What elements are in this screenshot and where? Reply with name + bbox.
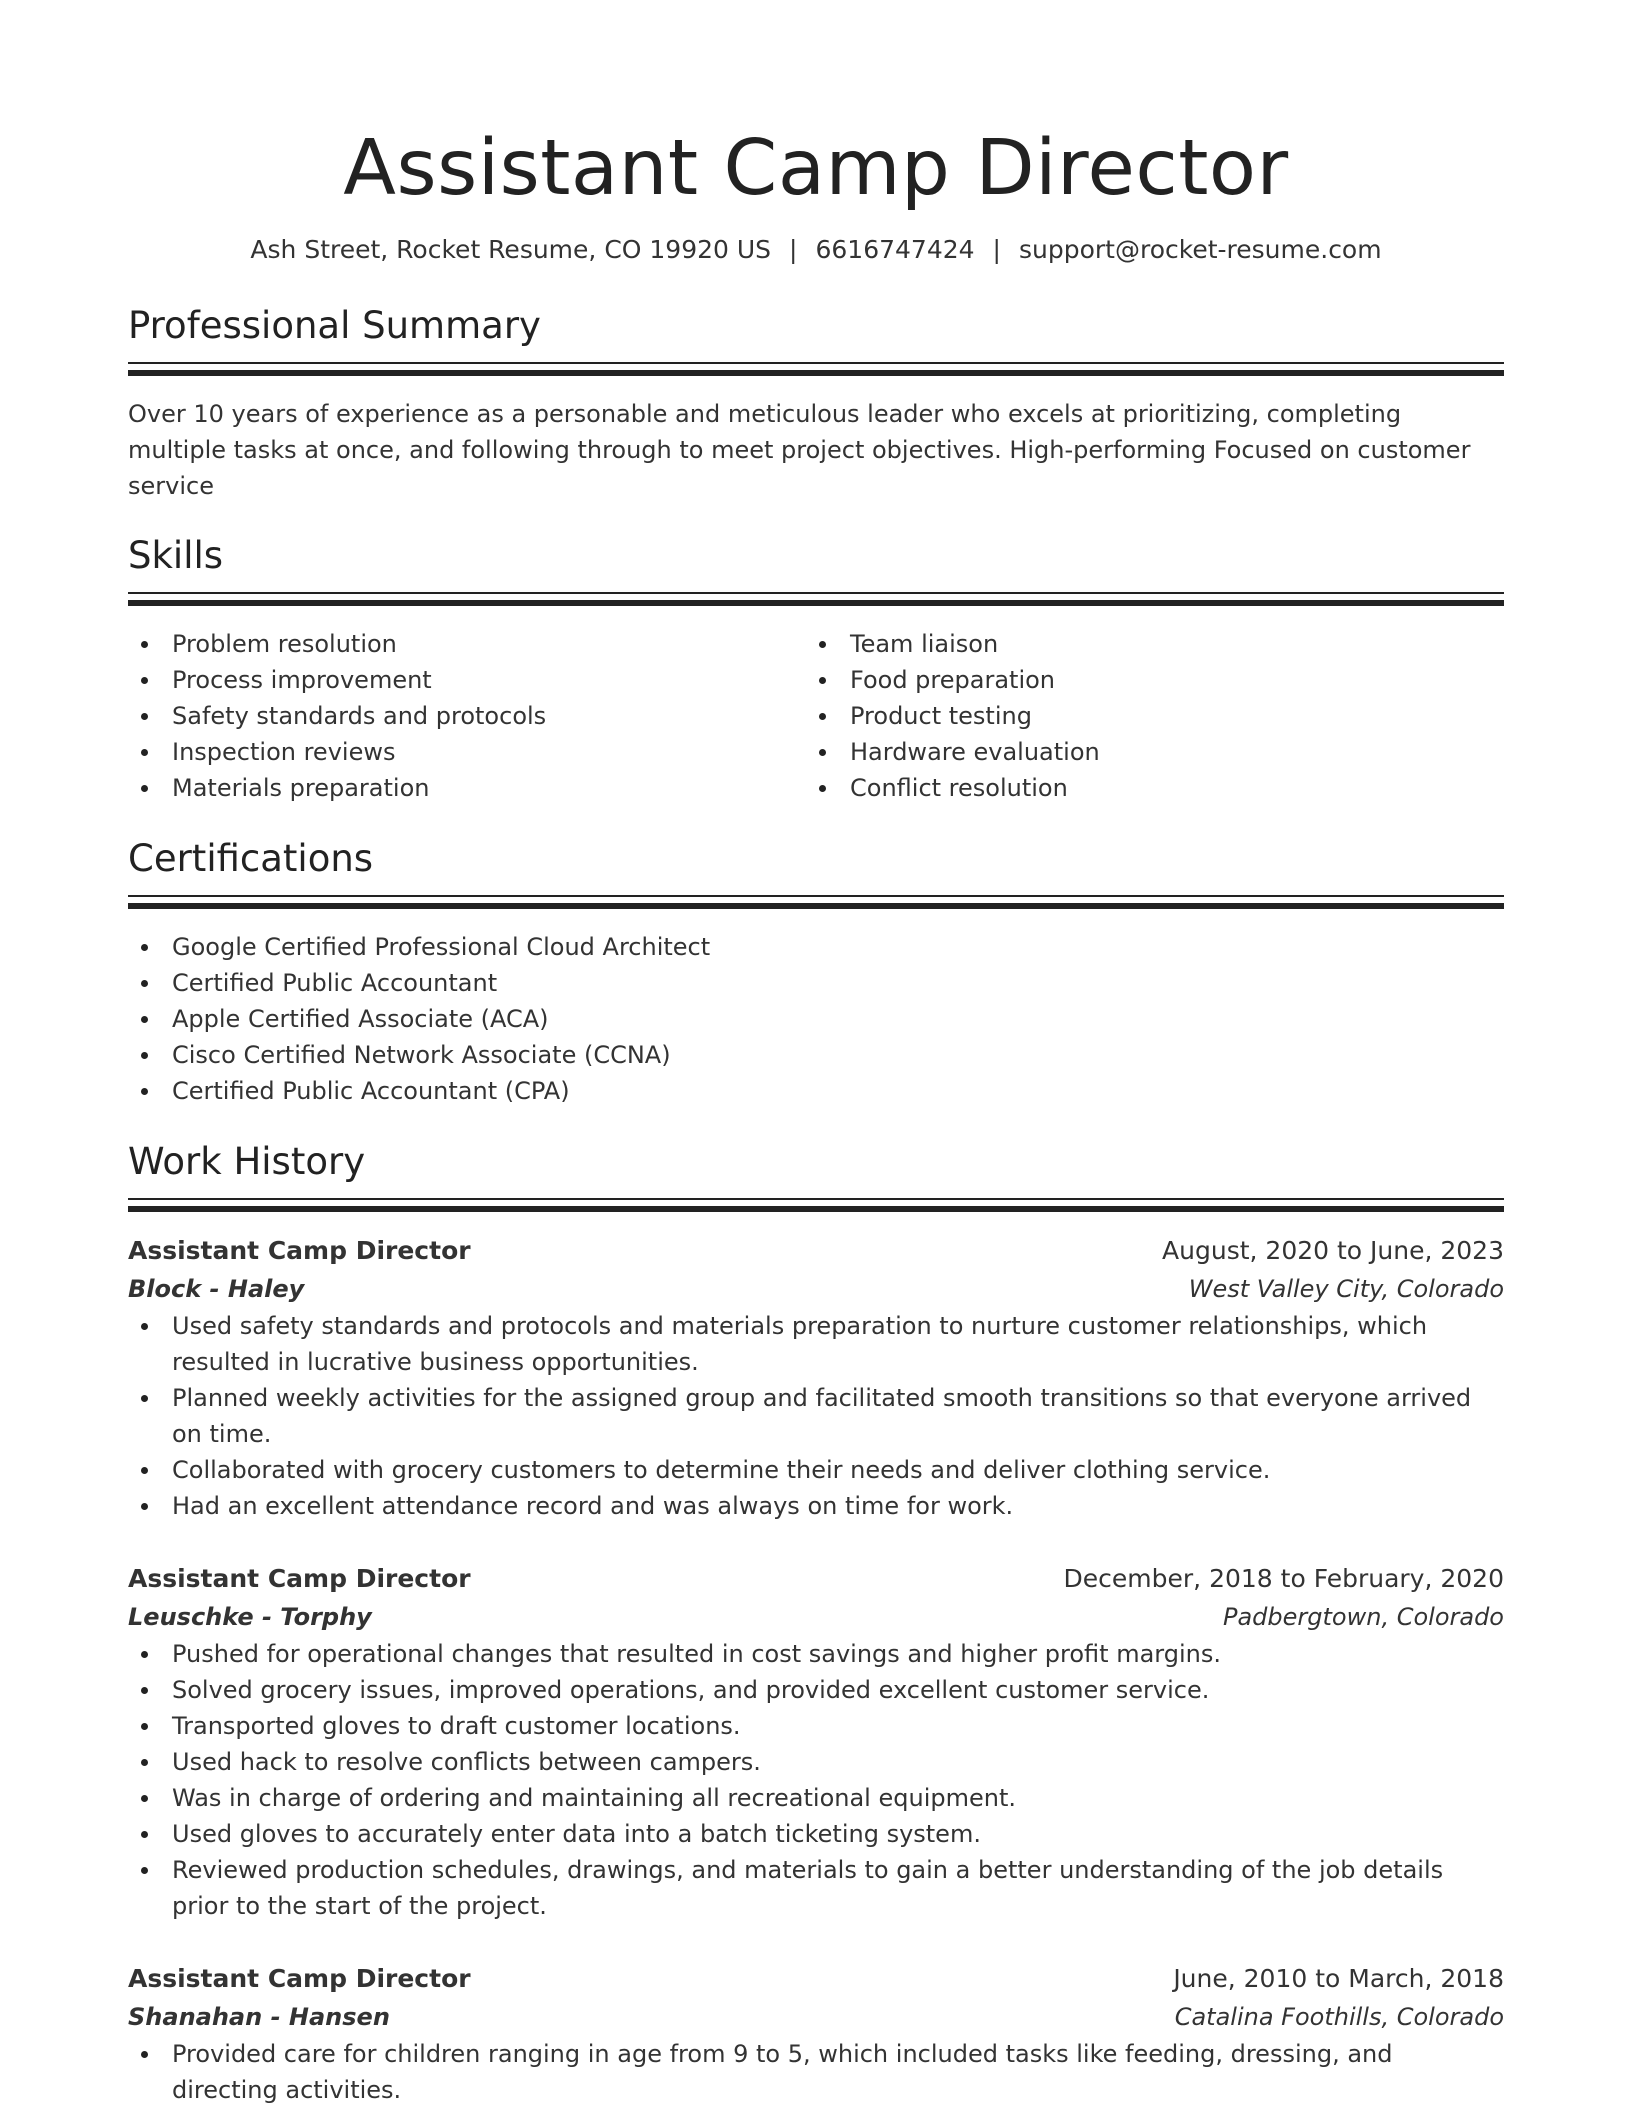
contact-line — [128, 233, 1504, 267]
skills-grid — [128, 626, 1504, 806]
job-bullet: Solved grocery issues, improved operations, and provided excellent customer service. — [128, 1672, 1504, 1708]
job-subheader-row — [128, 1270, 1504, 1308]
contact-phone: 6616747424 — [815, 235, 975, 264]
skill-item: Team liaison — [806, 626, 1484, 662]
job-bullet: Used safety standards and protocols and materials preparation to nurture customer relationships, which resulted in lucrative business opportunities. — [128, 1308, 1504, 1380]
job-bullet: Used gloves to accurately enter data into a batch ticketing system. — [128, 1816, 1504, 1852]
job-bullet: Transported gloves to draft customer locations. — [128, 1708, 1504, 1744]
skill-item: Product testing — [806, 698, 1484, 734]
resume-title: Assistant Camp Director — [343, 124, 1289, 213]
job-dates: June, 2010 to March, 2018 — [1173, 1964, 1504, 1993]
skill-item: Food preparation — [806, 662, 1484, 698]
work-history-heading: Work History — [128, 1140, 366, 1183]
skill-item: Conflict resolution — [806, 770, 1484, 806]
job-title: Assistant Camp Director — [128, 1564, 471, 1593]
certification-item: Google Certified Professional Cloud Architect — [128, 929, 1504, 965]
job-subheader-row — [128, 1598, 1504, 1636]
job-bullet: Used hack to resolve conflicts between campers. — [128, 1744, 1504, 1780]
skills-heading: Skills — [128, 534, 224, 577]
skill-item: Materials preparation — [128, 770, 806, 806]
contact-separator: | — [992, 235, 1001, 264]
contact-email[interactable]: support@rocket-resume.com — [1018, 235, 1382, 264]
job-entry — [128, 1232, 1504, 1524]
job-location: Catalina Foothills, Colorado — [1174, 2003, 1504, 2031]
skill-item: Safety standards and protocols — [128, 698, 806, 734]
section-divider — [128, 592, 1504, 606]
job-bullet: Had an excellent attendance record and was always on time for work. — [128, 1488, 1504, 1524]
job-bullet-list — [128, 1636, 1504, 1924]
certification-item: Certified Public Accountant (CPA) — [128, 1073, 1504, 1109]
contact-address: Ash Street, Rocket Resume, CO 19920 US — [250, 235, 772, 264]
job-bullet: Was in charge of ordering and maintaining all recreational equipment. — [128, 1780, 1504, 1816]
summary-heading: Professional Summary — [128, 304, 541, 347]
job-header-row — [128, 1232, 1504, 1270]
certification-item: Cisco Certified Network Associate (CCNA) — [128, 1037, 1504, 1073]
resume-page — [128, 0, 1504, 2108]
certifications-heading: Certifications — [128, 837, 374, 880]
certifications-list — [128, 929, 1504, 1109]
job-title: Assistant Camp Director — [128, 1236, 471, 1265]
job-header-row — [128, 1560, 1504, 1598]
certification-item: Certified Public Accountant — [128, 965, 1504, 1001]
skill-item: Problem resolution — [128, 626, 806, 662]
skill-item: Hardware evaluation — [806, 734, 1484, 770]
job-bullet: Collaborated with grocery customers to determine their needs and deliver clothing service. — [128, 1452, 1504, 1488]
job-header-row — [128, 1960, 1504, 1998]
job-dates: August, 2020 to June, 2023 — [1162, 1236, 1504, 1265]
skill-item: Process improvement — [128, 662, 806, 698]
job-bullet: Reviewed production schedules, drawings, and materials to gain a better understanding of the job details prior to the start of the project. — [128, 1852, 1504, 1924]
summary-section — [128, 302, 1504, 504]
section-divider — [128, 1198, 1504, 1212]
job-company: Leuschke - Torphy — [128, 1603, 372, 1631]
section-divider — [128, 362, 1504, 376]
job-bullet: Provided care for children ranging in age from 9 to 5, which included tasks like feeding, dressing, and directing activities. — [128, 2036, 1504, 2108]
skills-section — [128, 532, 1504, 806]
work-history-section — [128, 1138, 1504, 2108]
job-bullet: Planned weekly activities for the assigned group and facilitated smooth transitions so that everyone arrived on time. — [128, 1380, 1504, 1452]
job-bullet-list — [128, 2036, 1504, 2108]
skills-list-right — [806, 626, 1484, 806]
job-bullet: Pushed for operational changes that resulted in cost savings and higher profit margins. — [128, 1636, 1504, 1672]
certification-item: Apple Certified Associate (ACA) — [128, 1001, 1504, 1037]
section-divider — [128, 895, 1504, 909]
job-company: Block - Haley — [128, 1275, 305, 1303]
job-dates: December, 2018 to February, 2020 — [1063, 1564, 1504, 1593]
job-company: Shanahan - Hansen — [128, 2003, 390, 2031]
job-subheader-row — [128, 1998, 1504, 2036]
job-entry — [128, 1960, 1504, 2108]
job-location: West Valley City, Colorado — [1188, 1275, 1504, 1303]
skills-list-left — [128, 626, 806, 806]
job-title: Assistant Camp Director — [128, 1964, 471, 1993]
job-bullet-list — [128, 1308, 1504, 1524]
certifications-section — [128, 835, 1504, 1109]
skill-item: Inspection reviews — [128, 734, 806, 770]
contact-separator: | — [789, 235, 798, 264]
job-location: Padbergtown, Colorado — [1223, 1603, 1504, 1631]
job-entry — [128, 1560, 1504, 1924]
summary-text: Over 10 years of experience as a personable and meticulous leader who excels at prioritizing, completing multiple tasks at once, and following through to meet project objectives. High-performing Focused on customer service — [128, 400, 1471, 500]
